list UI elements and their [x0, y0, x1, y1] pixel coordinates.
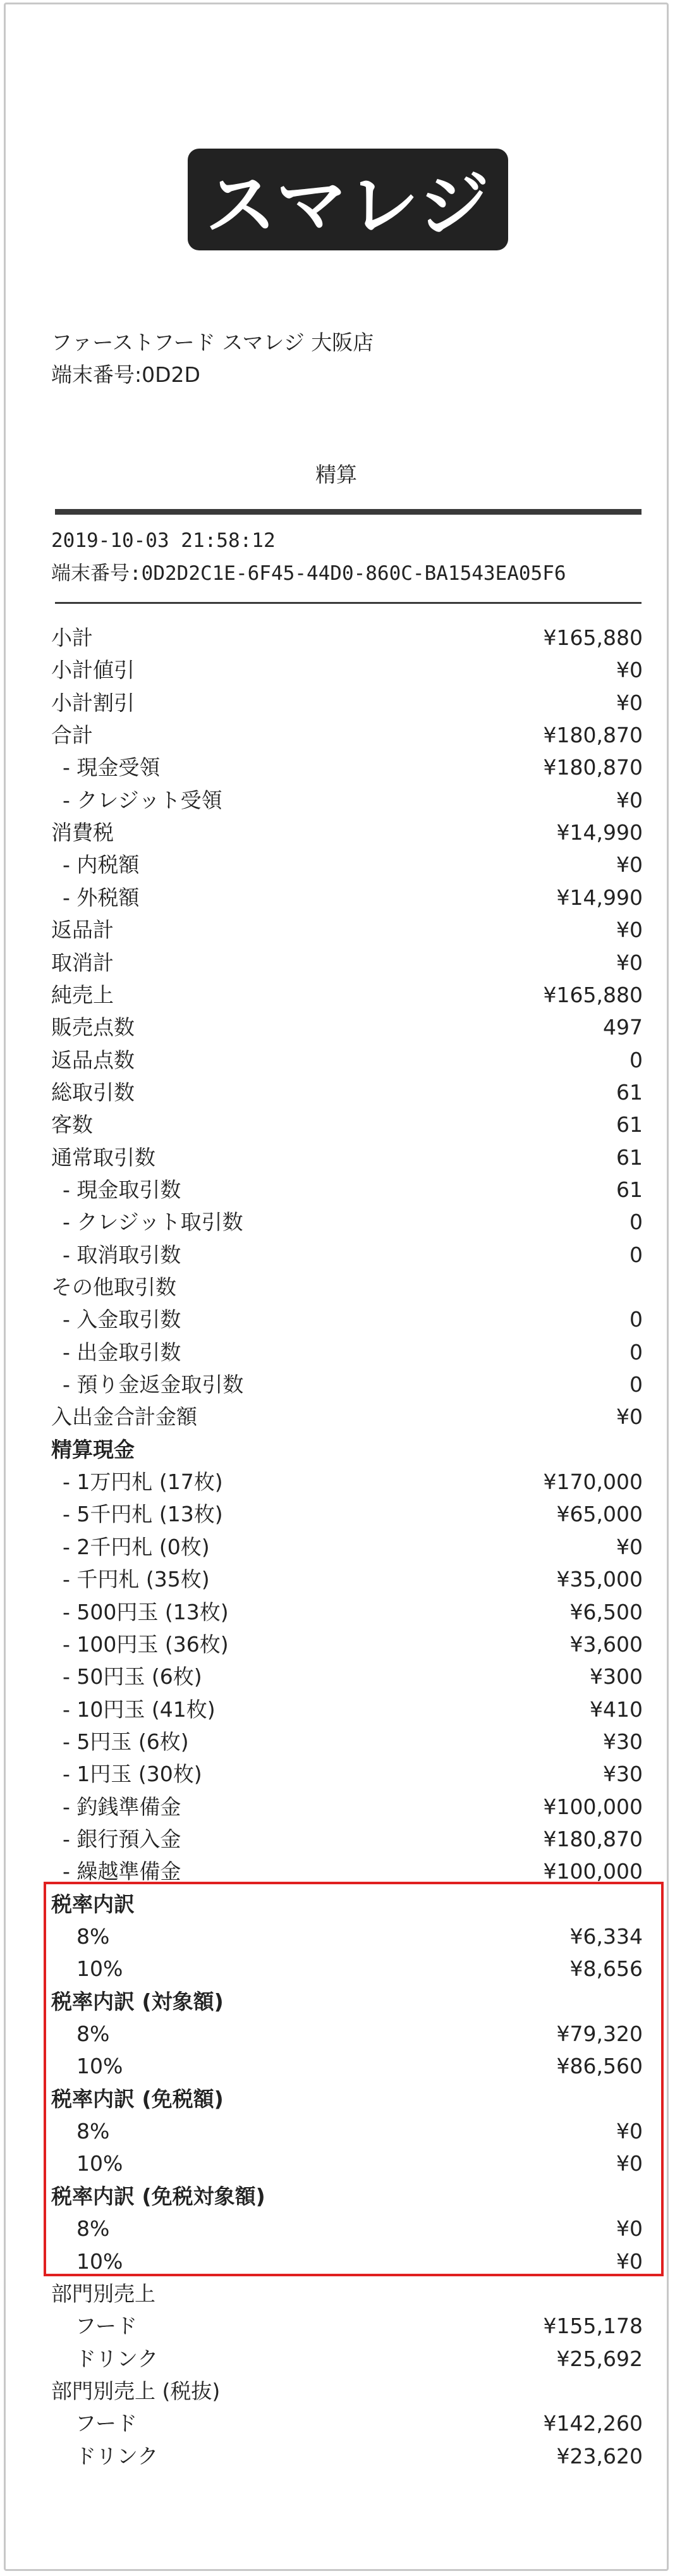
row-value: ¥100,000	[543, 1859, 643, 1884]
row-value: ¥0	[616, 2151, 643, 2176]
row-label: フード	[75, 2314, 138, 2339]
row-label: 取消計	[51, 950, 114, 975]
summary-row	[6, 1045, 667, 1076]
row-value: ¥14,990	[556, 820, 643, 845]
row-label: - 外税額	[63, 885, 140, 910]
row-value: ¥30	[603, 1729, 643, 1754]
row-label: 8%	[76, 2119, 110, 2144]
row-value: ¥6,500	[569, 1599, 643, 1624]
row-label: - 現金受領	[63, 755, 161, 780]
row-label: 部門別売上 (税抜)	[51, 2378, 221, 2403]
row-label: - 預り金返金取引数	[63, 1372, 244, 1397]
summary-row	[6, 785, 667, 816]
row-label: ドリンク	[75, 2346, 159, 2371]
summary-row	[6, 752, 667, 783]
row-label: ドリンク	[75, 2443, 159, 2469]
summary-row	[6, 1272, 667, 1303]
summary-row	[6, 1240, 667, 1270]
summary-row	[6, 980, 667, 1010]
row-label: - 1円玉 (30枚)	[63, 1762, 202, 1787]
row-value: ¥0	[616, 1404, 643, 1430]
row-value: ¥8,656	[569, 1956, 643, 1982]
row-value: ¥0	[616, 690, 643, 715]
row-label: - 100円玉 (36枚)	[63, 1631, 229, 1657]
row-label: - 出金取引数	[63, 1339, 181, 1365]
row-label: 販売点数	[51, 1015, 135, 1040]
row-value: ¥155,178	[543, 2314, 643, 2339]
row-label: - 入金取引数	[63, 1307, 181, 1332]
row-value: ¥0	[616, 2119, 643, 2144]
row-value: ¥0	[616, 950, 643, 975]
row-label: 総取引数	[51, 1079, 135, 1105]
summary-row	[6, 2344, 667, 2374]
summary-row	[6, 1564, 667, 1595]
row-label: 小計	[51, 625, 93, 650]
row-value: 0	[629, 1372, 643, 1397]
summary-row	[6, 1077, 667, 1108]
store-name: ファーストフード スマレジ 大阪店	[51, 330, 374, 355]
row-label: 通常取引数	[51, 1144, 155, 1170]
row-value: 0	[629, 1307, 643, 1332]
summary-row	[6, 1467, 667, 1497]
row-value: ¥170,000	[543, 1469, 643, 1495]
row-value: ¥165,880	[543, 982, 643, 1007]
row-label: - クレジット取引数	[63, 1210, 243, 1235]
row-label: 小計割引	[51, 690, 135, 715]
row-label: - 繰越準備金	[63, 1859, 181, 1884]
summary-row	[6, 1337, 667, 1368]
row-value: 497	[603, 1015, 643, 1040]
row-value: ¥165,880	[543, 625, 643, 650]
row-value: ¥14,990	[556, 885, 643, 910]
summary-row	[6, 720, 667, 751]
summary-row	[6, 1597, 667, 1628]
summary-row	[6, 1662, 667, 1692]
row-label: 税率内訳 (免税額)	[51, 2086, 224, 2111]
row-value: 61	[616, 1112, 643, 1138]
row-label: - 千円札 (35枚)	[63, 1567, 210, 1592]
row-label: 入出金合計金額	[51, 1404, 197, 1430]
row-value: ¥79,320	[556, 2021, 643, 2047]
row-value: 61	[616, 1079, 643, 1105]
row-value: ¥35,000	[556, 1567, 643, 1592]
row-label: その他取引数	[51, 1275, 176, 1299]
summary-row	[6, 1759, 667, 1789]
summary-row	[6, 1532, 667, 1562]
section-title: 精算	[315, 462, 357, 487]
row-value: ¥0	[616, 852, 643, 878]
row-label: 客数	[51, 1112, 93, 1138]
row-value: 0	[629, 1242, 643, 1267]
row-value: ¥65,000	[556, 1502, 643, 1527]
row-label: 10%	[76, 2151, 123, 2176]
summary-row	[6, 850, 667, 880]
summary-row	[6, 1792, 667, 1822]
row-value: 0	[629, 1210, 643, 1235]
summary-row	[6, 1727, 667, 1757]
row-label: 返品点数	[51, 1047, 135, 1072]
summary-row	[6, 1110, 667, 1140]
row-label: 10%	[76, 2054, 123, 2079]
row-label: - 5円玉 (6枚)	[63, 1729, 189, 1754]
row-label: - クレジット受領	[63, 787, 222, 813]
summary-row	[6, 1304, 667, 1335]
summary-row	[6, 915, 667, 945]
row-label: - 内税額	[63, 852, 140, 878]
row-value: ¥3,600	[569, 1631, 643, 1657]
row-value: ¥0	[616, 658, 643, 683]
row-value: 61	[616, 1144, 643, 1170]
store-logo	[188, 149, 508, 250]
row-label: 消費税	[51, 820, 114, 845]
row-value: ¥0	[616, 1534, 643, 1559]
summary-row	[6, 1695, 667, 1725]
row-value: ¥300	[590, 1664, 643, 1690]
summary-row	[6, 2441, 667, 2472]
summary-row	[6, 1012, 667, 1043]
logo-text: スマレジ	[205, 164, 490, 247]
row-label: 税率内訳 (対象額)	[51, 1989, 224, 2014]
summary-row	[6, 2311, 667, 2341]
row-label: - 50円玉 (6枚)	[63, 1664, 202, 1690]
summary-row	[6, 688, 667, 718]
row-value: ¥30	[603, 1762, 643, 1787]
summary-row	[6, 1175, 667, 1205]
receipt	[4, 3, 669, 2571]
row-label: 純売上	[51, 982, 114, 1007]
divider-thick	[55, 509, 642, 515]
row-label: - 銀行預入金	[63, 1826, 181, 1851]
summary-row	[6, 2279, 667, 2309]
summary-row	[6, 1824, 667, 1855]
summary-row	[6, 1143, 667, 1173]
row-label: 税率内訳	[51, 1891, 135, 1917]
row-label: 返品計	[51, 917, 114, 943]
row-value: ¥410	[590, 1696, 643, 1722]
row-value: ¥0	[616, 2216, 643, 2242]
row-value: ¥0	[616, 917, 643, 943]
row-value: ¥25,692	[556, 2346, 643, 2371]
row-label: - 2千円札 (0枚)	[63, 1534, 210, 1559]
row-label: - 500円玉 (13枚)	[63, 1599, 229, 1624]
summary-row	[6, 655, 667, 685]
row-label: 8%	[76, 2021, 110, 2047]
row-value: ¥23,620	[556, 2443, 643, 2469]
row-label: - 釣銭準備金	[63, 1794, 181, 1819]
row-label: 小計値引	[51, 658, 135, 683]
summary-row	[6, 2376, 667, 2407]
tax-breakdown-highlight	[44, 1882, 664, 2276]
row-value: ¥180,870	[543, 723, 643, 748]
summary-row	[6, 1402, 667, 1432]
row-value: ¥180,870	[543, 1826, 643, 1851]
row-value: ¥0	[616, 787, 643, 813]
row-value: 61	[616, 1177, 643, 1202]
row-label: - 現金取引数	[63, 1177, 181, 1202]
summary-row	[6, 2408, 667, 2439]
row-label: 合計	[51, 723, 93, 748]
receipt-datetime: 2019-10-03 21:58:12	[51, 529, 276, 552]
summary-row	[6, 1207, 667, 1237]
row-label: 部門別売上	[51, 2281, 155, 2306]
row-label: 税率内訳 (免税対象額)	[51, 2183, 265, 2209]
summary-row	[6, 883, 667, 913]
divider-thin	[55, 602, 642, 604]
row-value: ¥100,000	[543, 1794, 643, 1819]
summary-row	[6, 1499, 667, 1530]
row-label: 精算現金	[51, 1437, 135, 1462]
summary-row	[6, 818, 667, 848]
row-label: フード	[75, 2411, 138, 2436]
row-label: 8%	[76, 2216, 110, 2242]
row-label: - 10円玉 (41枚)	[63, 1696, 216, 1722]
summary-row	[6, 948, 667, 978]
row-value: ¥86,560	[556, 2054, 643, 2079]
row-label: 8%	[76, 1924, 110, 1949]
row-value: 0	[629, 1047, 643, 1072]
row-label: - 5千円札 (13枚)	[63, 1502, 223, 1527]
terminal-number-short: 端末番号:0D2D	[51, 362, 200, 387]
terminal-number-full: 端末番号:0D2D2C1E-6F45-44D0-860C-BA1543EA05F6	[51, 562, 566, 585]
row-label: - 取消取引数	[63, 1242, 181, 1267]
row-value: ¥180,870	[543, 755, 643, 780]
summary-row	[6, 1629, 667, 1660]
summary-row	[6, 1370, 667, 1400]
row-label: - 1万円札 (17枚)	[63, 1469, 223, 1495]
summary-row	[6, 623, 667, 653]
row-value: ¥0	[616, 2248, 643, 2274]
row-label: 10%	[76, 2248, 123, 2274]
row-value: ¥142,260	[543, 2411, 643, 2436]
row-label: 10%	[76, 1956, 123, 1982]
summary-row	[6, 1435, 667, 1465]
row-value: ¥6,334	[569, 1924, 643, 1949]
row-value: 0	[629, 1339, 643, 1365]
